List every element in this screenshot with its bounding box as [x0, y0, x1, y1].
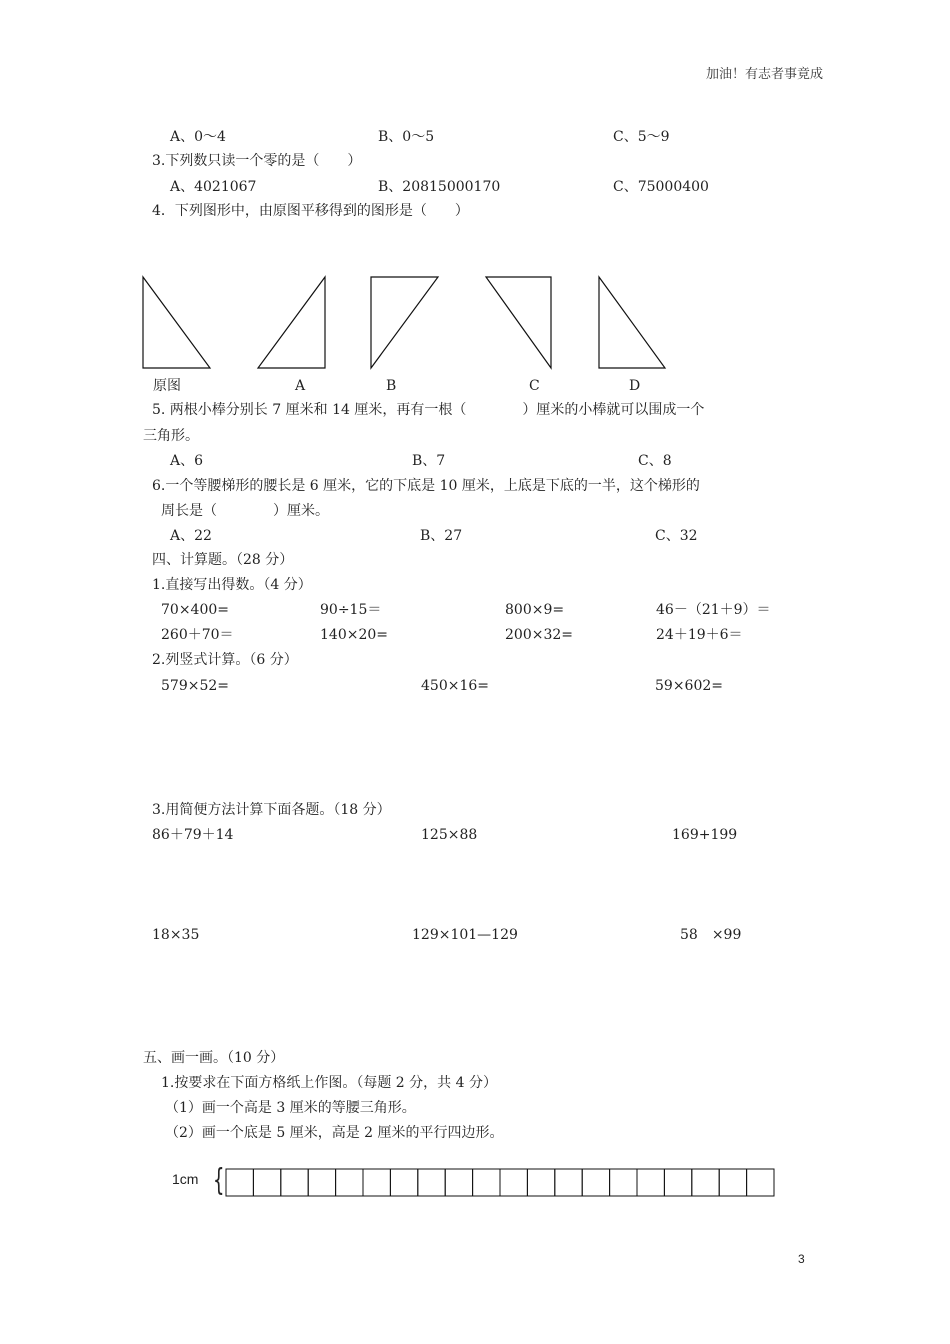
grid-cell [692, 1169, 719, 1196]
calc-r1c3: 800×9= [505, 602, 565, 618]
grid-cell [747, 1169, 774, 1196]
calc-r2c4: 24＋19＋6＝ [656, 627, 743, 643]
simple-calc-r1c2: 125×88 [421, 827, 478, 843]
q6-line1: 6.一个等腰梯形的腰长是 6 厘米，它的下底是 10 厘米，上底是下底的一半，这个梯形的 [152, 478, 700, 494]
grid-cell [500, 1169, 527, 1196]
grid-cell [281, 1169, 308, 1196]
grid-scale-label: 1cm [172, 1171, 199, 1187]
grid-cell [637, 1169, 664, 1196]
grid-cell [308, 1169, 335, 1196]
q4-label-c: C [529, 378, 540, 394]
calc-r1c2: 90÷15＝ [320, 602, 382, 618]
q4-label-b: B [386, 378, 397, 394]
section5-instruction: 1.按要求在下面方格纸上作图。（每题 2 分，共 4 分） [161, 1075, 497, 1091]
brace-icon: { [213, 1163, 225, 1198]
q2-option-b: B、0～5 [378, 129, 435, 145]
vertical-calc-1: 579×52= [161, 678, 229, 694]
section5-task2: （2）画一个底是 5 厘米，高是 2 厘米的平行四边形。 [165, 1125, 504, 1141]
simple-calc-r2c2: 129×101—129 [412, 927, 518, 943]
q4-label-a: A [295, 378, 306, 394]
q2-option-a: A、0～4 [170, 129, 226, 145]
calc-r2c2: 140×20= [320, 627, 388, 643]
q3-option-b: B、20815000170 [378, 179, 501, 195]
section4-part3-title: 3.用简便方法计算下面各题。（18 分） [152, 802, 391, 818]
grid-cell [253, 1169, 280, 1196]
grid-cell [719, 1169, 746, 1196]
q4-label-original: 原图 [153, 378, 181, 394]
grid-cell [664, 1169, 691, 1196]
grid-cell [390, 1169, 417, 1196]
grid-cell [555, 1169, 582, 1196]
q6-option-a: A、22 [170, 528, 212, 544]
vertical-calc-3: 59×602= [655, 678, 723, 694]
q4-label-d: D [629, 378, 641, 394]
grid-cell [473, 1169, 500, 1196]
grid-cell [336, 1169, 363, 1196]
q5-option-a: A、6 [170, 453, 204, 469]
grid-cell [445, 1169, 472, 1196]
section4-part1-title: 1.直接写出得数。（4 分） [152, 577, 312, 593]
section5-title: 五、画一画。（10 分） [143, 1050, 285, 1066]
grid-cell [582, 1169, 609, 1196]
q3-option-a: A、4021067 [170, 179, 257, 195]
simple-calc-r2c3: 58 ×99 [680, 927, 742, 943]
calc-r2c1: 260＋70＝ [161, 627, 234, 643]
grid-cell [226, 1169, 253, 1196]
calc-r1c1: 70×400= [161, 602, 229, 618]
q5-line2: 三角形。 [143, 428, 199, 444]
simple-calc-r1c3: 169+199 [672, 827, 738, 843]
q6-line2: 周长是（ ）厘米。 [161, 503, 329, 519]
q4-question: 4．下列图形中，由原图平移得到的图形是（ ） [152, 203, 469, 219]
q6-option-b: B、27 [420, 528, 463, 544]
vertical-calc-2: 450×16= [421, 678, 489, 694]
q5-option-c: C、8 [638, 453, 672, 469]
header-motto: 加油！有志者事竟成 [706, 67, 824, 82]
q3-option-c: C、75000400 [613, 179, 709, 195]
q2-option-c: C、5～9 [613, 129, 670, 145]
grid-cell [610, 1169, 637, 1196]
calc-r2c3: 200×32= [505, 627, 573, 643]
section4-title: 四、计算题。（28 分） [152, 552, 294, 568]
simple-calc-r1c1: 86＋79＋14 [152, 827, 234, 843]
section5-task1: （1）画一个高是 3 厘米的等腰三角形。 [165, 1100, 416, 1116]
q5-option-b: B、7 [412, 453, 446, 469]
simple-calc-r2c1: 18×35 [152, 927, 200, 943]
calc-r1c4: 46－（21＋9）＝ [656, 602, 771, 618]
page-number: 3 [798, 1252, 805, 1266]
q3-question: 3.下列数只读一个零的是（ ） [152, 153, 362, 169]
grid-cell [418, 1169, 445, 1196]
q6-option-c: C、32 [655, 528, 698, 544]
grid-cell [527, 1169, 554, 1196]
section4-part2-title: 2.列竖式计算。（6 分） [152, 652, 298, 668]
grid-cell [363, 1169, 390, 1196]
q5-line1: 5. 两根小棒分别长 7 厘米和 14 厘米，再有一根（ ）厘米的小棒就可以围成一个 [152, 402, 705, 418]
